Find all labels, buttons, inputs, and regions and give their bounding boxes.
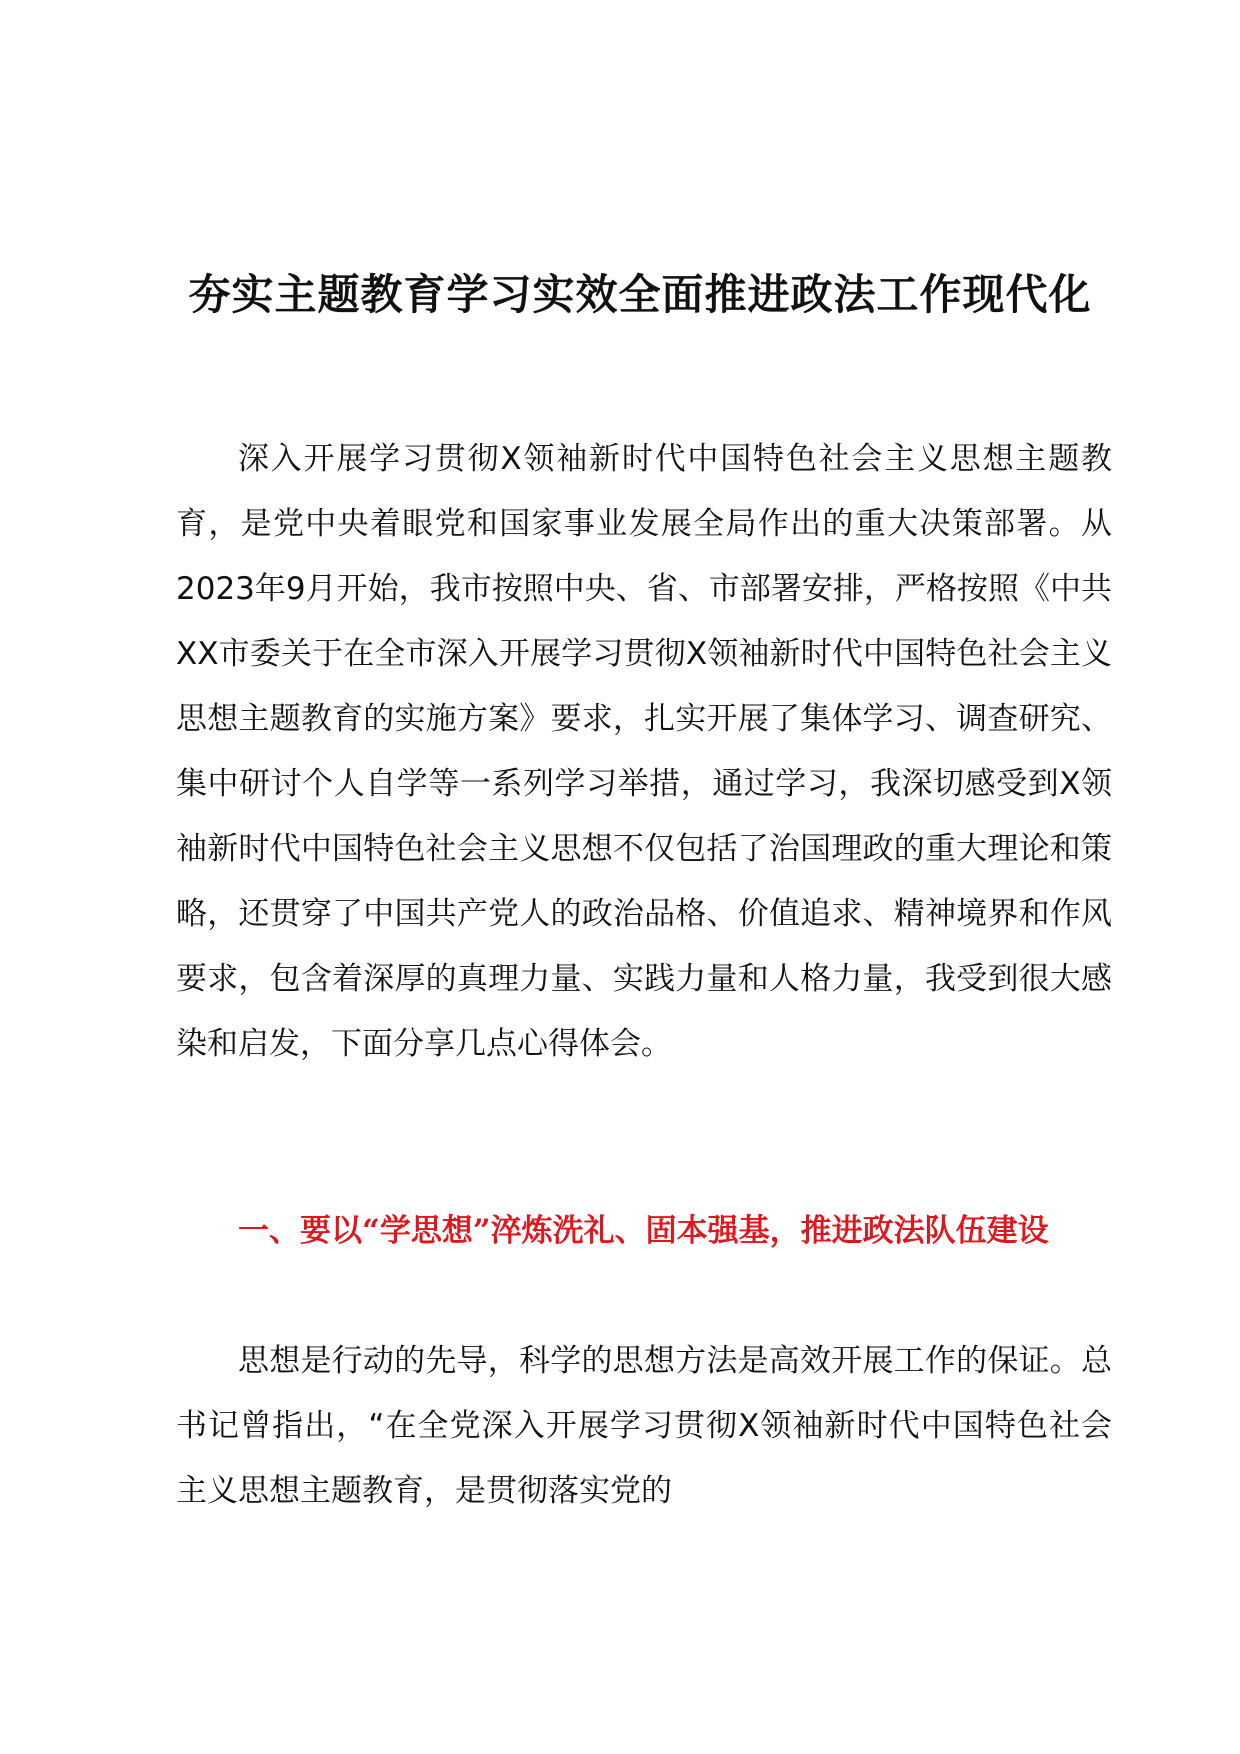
- paragraph-intro: 深入开展学习贯彻X领袖新时代中国特色社会主义思想主题教育，是党中央着眼党和国家事业发展全局作出的重大决策部署。从2023年9月开始，我市按照中央、省、市部署安排，严格按照《中共XX市委关于在全市深入开展学习贯彻X领袖新时代中国特色社会主义思想主题教育的实施方案》要求，扎实开展了集体学习、调查研究、集中研讨个人自学等一系列学习举措，通过学习，我深切感受到X领袖新时代中国特色社会主义思想不仅包括了治国理政的重大理论和策略，还贯穿了中国共产党人的政治品格、价值追求、精神境界和作风要求，包含着深厚的真理力量、实践力量和人格力量，我受到很大感染和启发，下面分享几点心得体会。: [176, 441, 1112, 1062]
- section-heading: 一、要以“学思想”淬炼洗礼、固本强基，推进政法队伍建设: [238, 1213, 1049, 1249]
- paragraph-section-one: 思想是行动的先导，科学的思想方法是高效开展工作的保证。总书记曾指出，“在全党深入开展学习贯彻X领袖新时代中国特色社会主义思想主题教育，是贯彻落实党的: [176, 1343, 1112, 1509]
- document-title: 夯实主题教育学习实效全面推进政法工作现代化: [188, 270, 1092, 319]
